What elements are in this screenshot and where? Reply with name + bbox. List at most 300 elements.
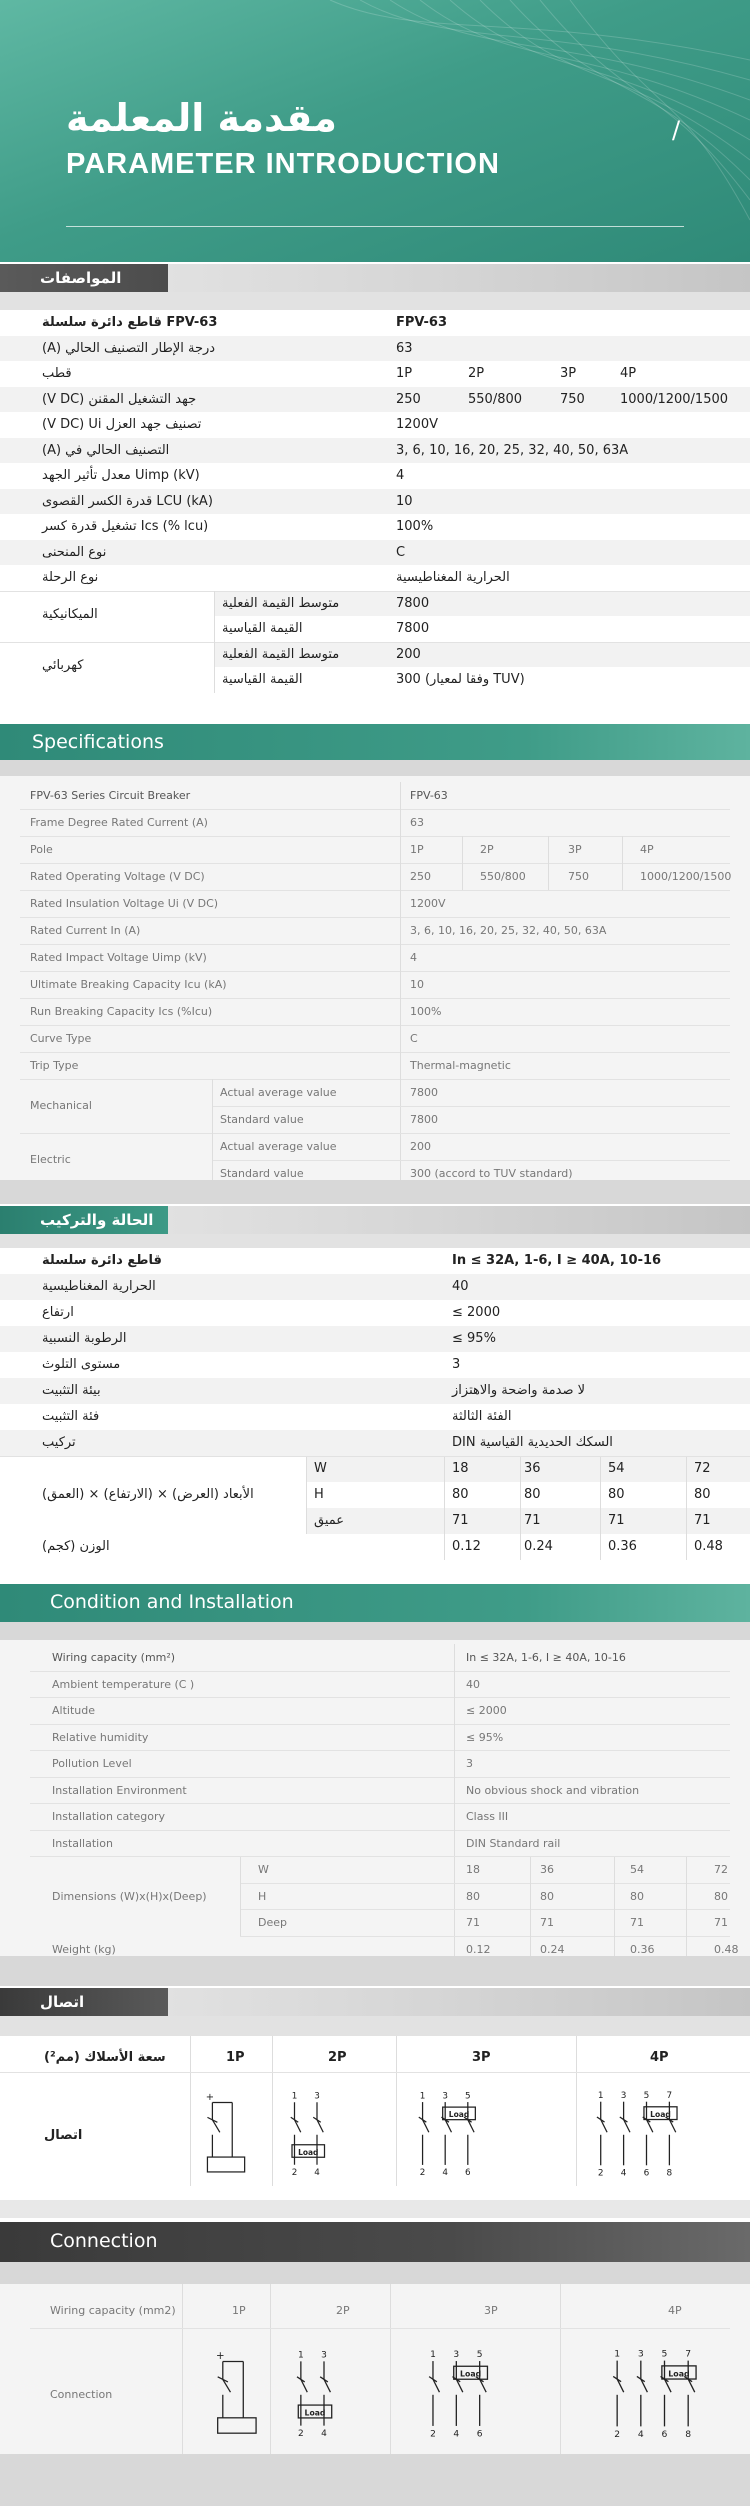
spec-en-sub-value: 7800	[410, 1086, 438, 1099]
cond-en-value: ≤ 2000	[466, 1704, 507, 1717]
diagram-terminal-number: 4	[453, 2429, 460, 2440]
spec-row	[0, 489, 750, 515]
spec-en-value: 3P	[568, 843, 582, 856]
divider	[240, 1909, 730, 1910]
spec-en-label: Rated Current In (A)	[30, 924, 141, 937]
spec-en-sub-value: 300 (accord to TUV standard)	[410, 1167, 573, 1180]
diagram-terminal-number: 2	[419, 2167, 426, 2178]
divider	[400, 782, 401, 1187]
spec-row	[0, 310, 750, 336]
diagram-load-label: Load	[650, 2109, 671, 2119]
spec-value: 63	[396, 340, 413, 356]
spec-value: 550/800	[468, 391, 523, 407]
spec-group-label: كهربائي	[42, 657, 84, 673]
divider	[390, 2284, 391, 2454]
cond-en-dim-value: 18	[466, 1863, 480, 1876]
spec-en-label: Rated Operating Voltage (V DC)	[30, 870, 205, 883]
cond-en-label: Installation Environment	[52, 1783, 187, 1797]
spec-en-value: 1P	[410, 843, 424, 856]
cond-dim-value: 54	[608, 1461, 625, 1476]
cond-value: In ≤ 32A, 1-6, I ≥ 40A, 10-16	[452, 1253, 662, 1268]
diagram-terminal-number: 1	[430, 2350, 436, 2361]
conn-pole-label: 4P	[650, 2050, 669, 2065]
divider	[240, 1883, 730, 1884]
cond-en-value: DIN Standard rail	[466, 1836, 561, 1850]
divider	[240, 1856, 241, 1936]
cond-value: 40	[452, 1279, 469, 1294]
spec-value: 100%	[396, 519, 434, 534]
hero-title-ar: مقدمة المعلمة	[66, 96, 337, 140]
spec-sub-value: 7800	[396, 621, 430, 636]
divider	[306, 1456, 307, 1534]
divider	[20, 836, 730, 837]
spec-sub-label: متوسط القيمة الفعلية	[222, 595, 340, 611]
connection-diagram-3p	[420, 2346, 516, 2441]
spec-value: 250	[396, 391, 421, 407]
section-bar-spec-ar	[0, 264, 750, 292]
cond-en-dim-value: 71	[714, 1916, 728, 1929]
divider	[272, 2036, 273, 2186]
divider	[20, 998, 730, 999]
spec-en-value: FPV-63	[410, 789, 448, 802]
conn-en-table	[0, 2284, 750, 2454]
cond-value: لا صدمة واضحة والاهتزاز	[452, 1383, 586, 1398]
cond-en-dim-value: 80	[540, 1889, 554, 1903]
divider	[212, 1160, 730, 1161]
spec-en-sub-label: Standard value	[220, 1113, 304, 1126]
divider	[462, 836, 463, 863]
divider	[30, 1830, 730, 1831]
cond-weight-label: (الوزن (كجم	[42, 1539, 110, 1554]
spec-sub-value: 300 (وفقا لمعيار TUV)	[396, 672, 525, 687]
cond-dim-value: 72	[694, 1461, 711, 1476]
spec-label: (V DC) جهد التشغيل المقنن	[42, 391, 197, 407]
cond-value: DIN السكك الحديدية القياسية	[452, 1435, 613, 1450]
cond-en-dim-key: H	[258, 1889, 267, 1903]
divider	[30, 1724, 730, 1725]
cond-dim-value: 80	[608, 1487, 625, 1502]
cond-label: ارتفاع	[42, 1305, 74, 1320]
conn-pole-label: 1P	[232, 2304, 246, 2317]
divider	[20, 917, 730, 918]
diagram-terminal-number: 5	[476, 2350, 483, 2361]
divider	[444, 1456, 445, 1560]
cond-label: الحرارية المغناطيسية	[42, 1279, 156, 1294]
diagram-terminal-number: 4	[442, 2167, 448, 2178]
cond-dim-key: H	[314, 1487, 324, 1502]
conn-pole-label: 1P	[226, 2050, 245, 2065]
diagram-terminal-number: 1	[419, 2091, 426, 2102]
spec-en-value: Thermal-magnetic	[410, 1059, 511, 1072]
cond-dim-value: 80	[452, 1487, 469, 1502]
cond-en-label: Relative humidity	[52, 1730, 149, 1744]
hero-title-en: PARAMETER INTRODUCTION	[66, 148, 500, 180]
diagram-group	[207, 2103, 244, 2172]
diagram-terminal-number: 3	[637, 2348, 644, 2360]
divider	[20, 1025, 730, 1026]
cond-dim-value: 71	[608, 1513, 625, 1528]
cond-label: بيئة التثبيت	[42, 1383, 101, 1398]
spec-value: 3P	[560, 366, 577, 381]
spec-value: 3, 6, 10, 16, 20, 25, 32, 40, 50, 63A	[396, 442, 629, 458]
cond-value: ≤ 95%	[452, 1331, 496, 1346]
conn-pole-label: 3P	[472, 2050, 491, 2065]
hero-slash: /	[672, 116, 681, 144]
divider	[20, 809, 730, 810]
conn-wiring-label: Wiring capacity (mm2)	[50, 2304, 176, 2317]
cond-ar-table	[0, 1248, 750, 1568]
section-bar-conn-ar	[0, 1988, 750, 2016]
cond-en-weight-value: 0.24	[540, 1942, 565, 1956]
divider	[396, 2036, 397, 2186]
cond-en-dim-key: Deep	[258, 1916, 287, 1929]
diagram-stroke	[207, 2157, 244, 2172]
spec-value: 10	[396, 493, 413, 509]
divider	[20, 944, 730, 945]
section-title-spec-ar: المواصفات	[40, 269, 122, 287]
diagram-terminal-number: 3	[314, 2091, 320, 2102]
diagram-load-label: Load	[668, 2369, 690, 2379]
divider	[576, 2036, 577, 2186]
diagram-terminal-number: 1	[597, 2090, 604, 2101]
cond-value: ≤ 2000	[452, 1305, 501, 1320]
divider	[548, 836, 549, 863]
diagram-terminal-number: 6	[643, 2168, 650, 2179]
cond-en-dim-value: 71	[466, 1916, 480, 1929]
cond-en-weight-label: Weight (kg)	[52, 1942, 116, 1956]
spec-value: 4	[396, 468, 405, 483]
divider	[30, 1777, 730, 1778]
cond-dim-value: 80	[694, 1487, 711, 1502]
divider	[212, 1079, 213, 1187]
diagram-terminal-number: 6	[661, 2428, 668, 2440]
divider	[30, 1856, 730, 1857]
diagram-terminal-number: 5	[661, 2348, 668, 2360]
diagram-load-label: Load	[460, 2369, 482, 2379]
spec-en-value: 750	[568, 870, 589, 883]
diagram-terminal-number: 5	[465, 2091, 471, 2102]
divider	[0, 642, 750, 643]
conn-ar-table	[0, 2036, 750, 2196]
divider	[686, 1856, 687, 1962]
cond-en-dim-value: 80	[466, 1889, 480, 1903]
diagram-terminal-number: 2	[297, 2428, 304, 2439]
divider	[30, 1697, 730, 1698]
spec-en-label: Rated Impact Voltage Uimp (kV)	[30, 951, 207, 964]
hero-banner	[0, 0, 750, 262]
conn-pole-label: 4P	[668, 2304, 682, 2317]
spec-value: 4P	[620, 366, 637, 381]
conn-wiring-label: (سعة الأسلاك (مم²	[44, 2050, 166, 2065]
cond-en-label: Altitude	[52, 1704, 95, 1717]
spec-en-label: Frame Degree Rated Current (A)	[30, 816, 208, 829]
spec-en-label: FPV-63 Series Circuit Breaker	[30, 789, 191, 802]
spec-en-value: 63	[410, 816, 424, 829]
spec-label: (A) التصنيف الحالي في	[42, 442, 170, 458]
cond-label: مستوى التلوث	[42, 1357, 121, 1372]
hero-divider	[66, 226, 684, 227]
divider	[30, 2328, 730, 2329]
divider	[622, 836, 623, 863]
connection-diagram-2p	[282, 2088, 352, 2179]
diagram-terminal-number: 4	[637, 2428, 644, 2440]
diagram-terminal-number: 4	[321, 2428, 327, 2439]
cond-en-dim-value: 54	[630, 1863, 644, 1876]
divider	[462, 863, 463, 890]
cond-dim-value: 36	[524, 1461, 541, 1476]
spec-row	[0, 540, 750, 566]
cond-en-dim-value: 71	[540, 1916, 554, 1929]
conn-pole-label: 2P	[328, 2050, 347, 2065]
divider	[20, 1133, 730, 1134]
spec-en-value: C	[410, 1032, 418, 1045]
section-title-cond-ar: الحالة والتركيب	[40, 1211, 154, 1229]
divider	[0, 1456, 750, 1457]
diagram-terminal-number: 3	[442, 2091, 448, 2102]
divider	[530, 1856, 531, 1962]
cond-en-weight-value: 0.36	[630, 1942, 655, 1956]
spec-sub-label: القيمة القياسية	[222, 621, 303, 636]
cond-value: 3	[452, 1357, 461, 1372]
spec-en-value: 1200V	[410, 897, 446, 910]
divider	[0, 591, 750, 592]
diagram-terminal-number: 3	[321, 2350, 327, 2361]
spec-en-sub-label: Actual average value	[220, 1140, 337, 1153]
spec-en-value: 100%	[410, 1005, 442, 1018]
connection-diagram-4p	[604, 2346, 725, 2441]
cond-dim-value: 80	[524, 1487, 541, 1502]
cond-en-dim-value: 36	[540, 1863, 554, 1876]
divider	[548, 863, 549, 890]
cond-en-weight-value: 0.12	[466, 1942, 491, 1956]
spec-sub-value: 7800	[396, 595, 430, 611]
spec-label: معدل تأثير الجهد Uimp (kV)	[42, 468, 200, 483]
diagram-terminal-number: 8	[685, 2428, 692, 2440]
spec-label: (A) درجة الإطار التصنيف الحالي	[42, 340, 216, 356]
spec-en-sub-value: 200	[410, 1140, 431, 1153]
section-bar-conn-en	[0, 2222, 750, 2262]
cond-en-label: Ambient temperature (C )	[52, 1677, 195, 1691]
diagram-terminal-number: 2	[430, 2429, 436, 2440]
divider	[20, 1079, 730, 1080]
spec-value: 750	[560, 391, 585, 407]
divider	[240, 1936, 730, 1937]
cond-en-dim-value: 71	[630, 1916, 644, 1929]
spec-value: C	[396, 544, 406, 560]
divider	[600, 1456, 601, 1560]
divider	[20, 890, 730, 891]
spec-row	[0, 336, 750, 362]
section-title-cond-en: Condition and Installation	[50, 1591, 294, 1613]
conn-label: Connection	[50, 2388, 113, 2401]
spec-en-value: 550/800	[480, 870, 526, 883]
cond-en-weight-value: 0.48	[714, 1942, 739, 1956]
cond-dim-value: 71	[694, 1513, 711, 1528]
diagram-terminal-number: 3	[620, 2090, 627, 2101]
spec-en-label: Ultimate Breaking Capacity Icu (kA)	[30, 978, 227, 991]
section-title-conn-en: Connection	[50, 2230, 158, 2252]
divider	[182, 2284, 183, 2454]
section-title-conn-ar: اتصال	[40, 1993, 85, 2011]
cond-en-label: Pollution Level	[52, 1757, 132, 1770]
diagram-terminal-number: 7	[685, 2348, 692, 2360]
spec-en-sub-label: Actual average value	[220, 1086, 337, 1099]
spec-en-label: Rated Insulation Voltage Ui (V DC)	[30, 897, 219, 910]
spec-value: 1200V	[396, 417, 438, 432]
spec-sub-value: 200	[396, 646, 421, 662]
diagram-terminal-number: 1	[291, 2091, 298, 2102]
divider	[190, 2036, 191, 2186]
spec-value: 1000/1200/1500	[620, 391, 729, 407]
divider	[20, 863, 730, 864]
spec-label: قطب	[42, 366, 72, 381]
diagram-load-label: Load	[304, 2408, 326, 2418]
diagram-terminal-number: 8	[666, 2168, 673, 2179]
spec-label: تشغيل قدرة كسر Ics (% lcu)	[42, 519, 209, 534]
conn-pole-label: 3P	[484, 2304, 498, 2317]
spec-en-group-label: Mechanical	[30, 1099, 92, 1112]
cond-dim-label: (الأبعاد (العرض) × (الارتفاع) × (العمق	[42, 1487, 254, 1502]
spec-en-value: 2P	[480, 843, 494, 856]
cond-en-dim-value: 80	[714, 1889, 728, 1903]
divider	[270, 2284, 271, 2454]
cond-row-bg	[0, 1430, 750, 1456]
diagram-group	[218, 2362, 256, 2434]
cond-en-dim-value: 80	[630, 1889, 644, 1903]
connection-diagram-3p	[410, 2088, 503, 2179]
spec-en-label: Pole	[30, 843, 53, 856]
divider	[214, 591, 215, 693]
divider	[622, 863, 623, 890]
section-bar-spec-en	[0, 724, 750, 760]
cond-weight-value: 0.12	[452, 1539, 481, 1554]
diagram-plus-sign: +	[205, 2092, 215, 2104]
cond-en-label: Wiring capacity (mm²)	[52, 1651, 176, 1664]
connection-diagram-1p	[210, 2346, 274, 2441]
divider	[454, 1644, 455, 1962]
spec-value: FPV-63	[396, 315, 448, 330]
cond-dim-value: 71	[524, 1513, 541, 1528]
diagram-terminal-number: 4	[314, 2167, 320, 2178]
spec-en-value: 1000/1200/1500	[640, 870, 732, 883]
cond-en-table	[0, 1640, 750, 1956]
cond-en-label: Installation	[52, 1836, 113, 1850]
spec-row	[0, 514, 750, 540]
spec-label: قدرة الكسر القصوى LCU (kA)	[42, 493, 213, 509]
diagram-plus-sign: +	[215, 2349, 225, 2362]
divider	[686, 1456, 687, 1560]
spec-row	[0, 387, 750, 413]
cond-en-value: Class III	[466, 1810, 509, 1823]
divider	[30, 1750, 730, 1751]
cond-dim-value: 71	[452, 1513, 469, 1528]
cond-label: قاطع دائرة سلسلة	[42, 1253, 162, 1268]
spec-en-sub-value: 7800	[410, 1113, 438, 1126]
cond-en-value: In ≤ 32A, 1-6, I ≥ 40A, 10-16	[466, 1651, 626, 1664]
connection-diagram-4p	[588, 2088, 705, 2179]
diagram-terminal-number: 6	[465, 2167, 471, 2178]
cond-label: تركيب	[42, 1435, 76, 1450]
divider	[0, 2072, 750, 2073]
spec-label: (V DC) Ui تصنيف جهد العزل	[42, 417, 202, 432]
diagram-terminal-number: 3	[453, 2350, 460, 2361]
spec-group-label: الميكانيكية	[42, 606, 98, 622]
spec-value: الحرارية المغناطيسية	[396, 570, 510, 585]
cond-en-value: ≤ 95%	[466, 1730, 504, 1744]
section-bar-cond-ar	[0, 1206, 750, 1234]
spec-ar-table	[0, 310, 750, 708]
spec-en-value: 4P	[640, 843, 654, 856]
divider	[614, 1856, 615, 1962]
spec-row	[0, 361, 750, 387]
spec-sub-label: القيمة القياسية	[222, 672, 303, 687]
cond-dim-key: عميق	[314, 1513, 345, 1528]
connection-diagram-1p	[200, 2088, 262, 2179]
diagram-terminal-number: 4	[620, 2168, 627, 2179]
cond-en-label: Installation category	[52, 1810, 166, 1823]
divider	[30, 1803, 730, 1804]
spec-value: 1P	[396, 366, 413, 381]
cond-label: الرطوبة النسبية	[42, 1331, 127, 1346]
cond-en-dim-value: 72	[714, 1863, 728, 1876]
spec-en-value: 250	[410, 870, 431, 883]
conn-label: اتصال	[44, 2128, 83, 2143]
spec-en-value: 10	[410, 978, 424, 991]
cond-dim-key: W	[314, 1461, 327, 1476]
spec-row	[0, 565, 750, 591]
cond-weight-value: 0.36	[608, 1539, 637, 1554]
divider	[20, 1052, 730, 1053]
spec-en-label: Curve Type	[30, 1032, 92, 1045]
spec-en-group-label: Electric	[30, 1153, 71, 1166]
section-bar-cond-en	[0, 1584, 750, 1622]
diagram-load-label: Load	[448, 2110, 470, 2120]
spec-en-sub-label: Standard value	[220, 1167, 304, 1180]
divider	[30, 1671, 730, 1672]
divider	[20, 971, 730, 972]
conn-pole-label: 2P	[336, 2304, 350, 2317]
section-title-spec-en: Specifications	[32, 731, 164, 753]
spec-label: قاطع دائرة سلسلة FPV-63	[42, 315, 218, 330]
cond-en-dim-label: Dimensions (W)x(H)x(Deep)	[52, 1890, 207, 1903]
diagram-stroke	[218, 2418, 256, 2433]
spec-row	[0, 412, 750, 438]
divider	[520, 1456, 521, 1560]
cond-en-value: 40	[466, 1677, 480, 1691]
cond-row-bg	[0, 1378, 750, 1404]
diagram-terminal-number: 7	[666, 2090, 673, 2101]
cond-en-dim-key: W	[258, 1863, 269, 1876]
cond-label: فئة التثبيت	[42, 1409, 100, 1424]
cond-weight-value: 0.48	[694, 1539, 723, 1554]
diagram-terminal-number: 2	[597, 2168, 604, 2179]
cond-dim-value: 18	[452, 1461, 469, 1476]
spec-en-label: Trip Type	[30, 1059, 79, 1072]
spec-label: نوع المنحنى	[42, 544, 107, 560]
divider	[212, 1106, 730, 1107]
spec-row	[0, 438, 750, 464]
diagram-load-label: Load	[298, 2147, 319, 2157]
spec-en-value: 3, 6, 10, 16, 20, 25, 32, 40, 50, 63A	[410, 924, 607, 937]
spec-sub-label: متوسط القيمة الفعلية	[222, 646, 340, 662]
spec-value: 2P	[468, 366, 485, 381]
cond-value: الفئة الثالثة	[452, 1409, 512, 1424]
connection-diagram-2p	[288, 2346, 360, 2441]
spec-en-value: 4	[410, 951, 417, 964]
diagram-terminal-number: 2	[291, 2167, 298, 2178]
cond-weight-value: 0.24	[524, 1539, 553, 1554]
spec-en-table	[0, 776, 750, 1180]
